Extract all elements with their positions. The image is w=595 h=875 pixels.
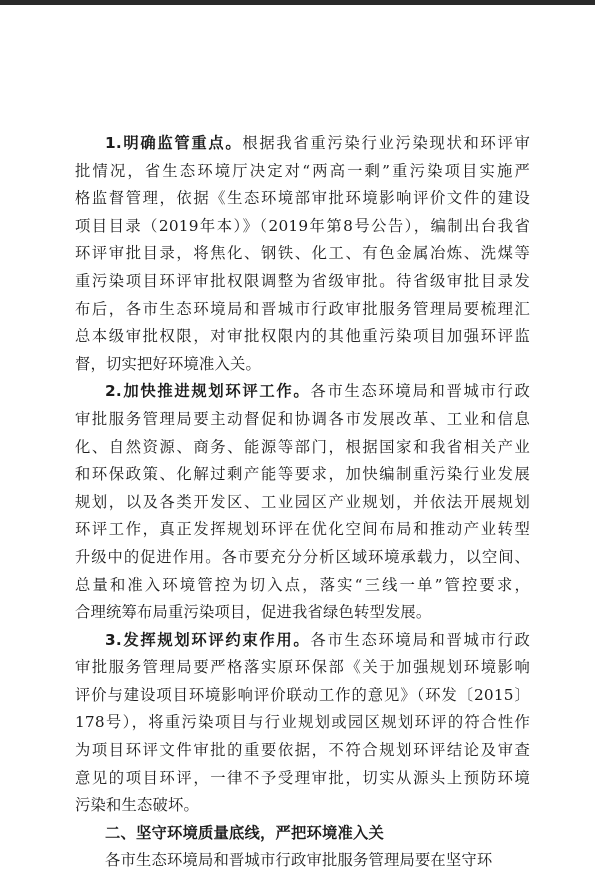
paragraph-heading: 2.加快推进规划环评工作。	[105, 382, 311, 401]
paragraph-heading: 1.明确监管重点。	[105, 134, 243, 152]
paragraph-line: 环评工作，真正发挥规划环评在优化空间布局和推动产业转型	[75, 520, 530, 539]
paragraph-first-line	[75, 627, 530, 655]
scan-top-edge	[0, 0, 595, 5]
paragraph-line: 规划，以及各类开发区、工业园区产业规划，并依法开展规划	[75, 492, 530, 511]
paragraph-line: 为项目环评文件审批的重要依据，不符合规划环评结论及审查	[75, 741, 530, 760]
paragraph-line: 各市生态环境局和晋城市行政审批服务管理局要在坚守环	[105, 851, 493, 870]
paragraph-line: 审批服务管理局要主动督促和协调各市发展改革、工业和信息	[75, 409, 530, 428]
paragraph-line: 项目目录（2019年本）》（2019年第8号公告），编制出台我省	[75, 216, 530, 235]
paragraph-line: 评价与建设项目环境影响评价联动工作的意见》（环发〔2015〕	[75, 685, 530, 704]
paragraph-2	[75, 378, 530, 626]
paragraph-first-line	[75, 378, 530, 406]
paragraph-line: 总本级审批权限，对审批权限内的其他重污染项目加强环评监	[75, 327, 530, 346]
paragraph-first-line	[75, 130, 530, 158]
paragraph-line: 格监督管理，依据《生态环境部审批环境影响评价文件的建设	[75, 189, 530, 208]
paragraph-line: 和环保政策、化解过剩产能等要求，加快编制重污染行业发展	[75, 465, 530, 484]
paragraph-line: 督，切实把好环境准入关。	[75, 354, 261, 373]
paragraph-line: 178号），将重污染项目与行业规划或园区规划环评的符合性作	[75, 713, 530, 732]
document-body	[75, 130, 530, 875]
paragraph-text: 各市生态环境局和晋城市行政	[310, 382, 530, 401]
paragraph-text: 根据我省重污染行业污染现状和环评审	[242, 134, 530, 152]
paragraph-line: 污染和生态破坏。	[75, 796, 199, 815]
paragraph-line: 升级中的促进作用。各市要充分分析区域环境承载力，以空间、	[75, 547, 530, 566]
paragraph-line: 布后，各市生态环境局和晋城市行政审批服务管理局要梳理汇	[75, 299, 530, 318]
paragraph-line: 审批服务管理局要严格落实原环保部《关于加强规划环境影响	[75, 658, 530, 677]
paragraph-line: 环评审批目录，将焦化、钢铁、化工、有色金属冶炼、洗煤等	[75, 244, 530, 263]
paragraph-line: 总量和准入环境管控为切入点，落实“三线一单”管控要求，	[75, 575, 530, 594]
paragraph-heading: 3.发挥规划环评约束作用。	[105, 630, 311, 649]
paragraph-line: 批情况，省生态环境厅决定对“两高一剩”重污染项目实施严	[75, 161, 530, 180]
paragraph-1	[75, 130, 530, 378]
paragraph-line: 合理统筹布局重污染项目，促进我省绿色转型发展。	[75, 603, 432, 622]
section-heading: 二、坚守环境质量底线，严把环境准入关	[105, 823, 384, 842]
paragraph-text: 各市生态环境局和晋城市行政	[310, 630, 530, 649]
paragraph-line: 化、自然资源、商务、能源等部门，根据国家和我省相关产业	[75, 437, 530, 456]
paragraph-line: 重污染项目环评审批权限调整为省级审批。待省级审批目录发	[75, 271, 530, 290]
paragraph-3	[75, 627, 530, 820]
paragraph-line: 意见的项目环评，一律不予受理审批，切实从源头上预防环境	[75, 768, 530, 787]
